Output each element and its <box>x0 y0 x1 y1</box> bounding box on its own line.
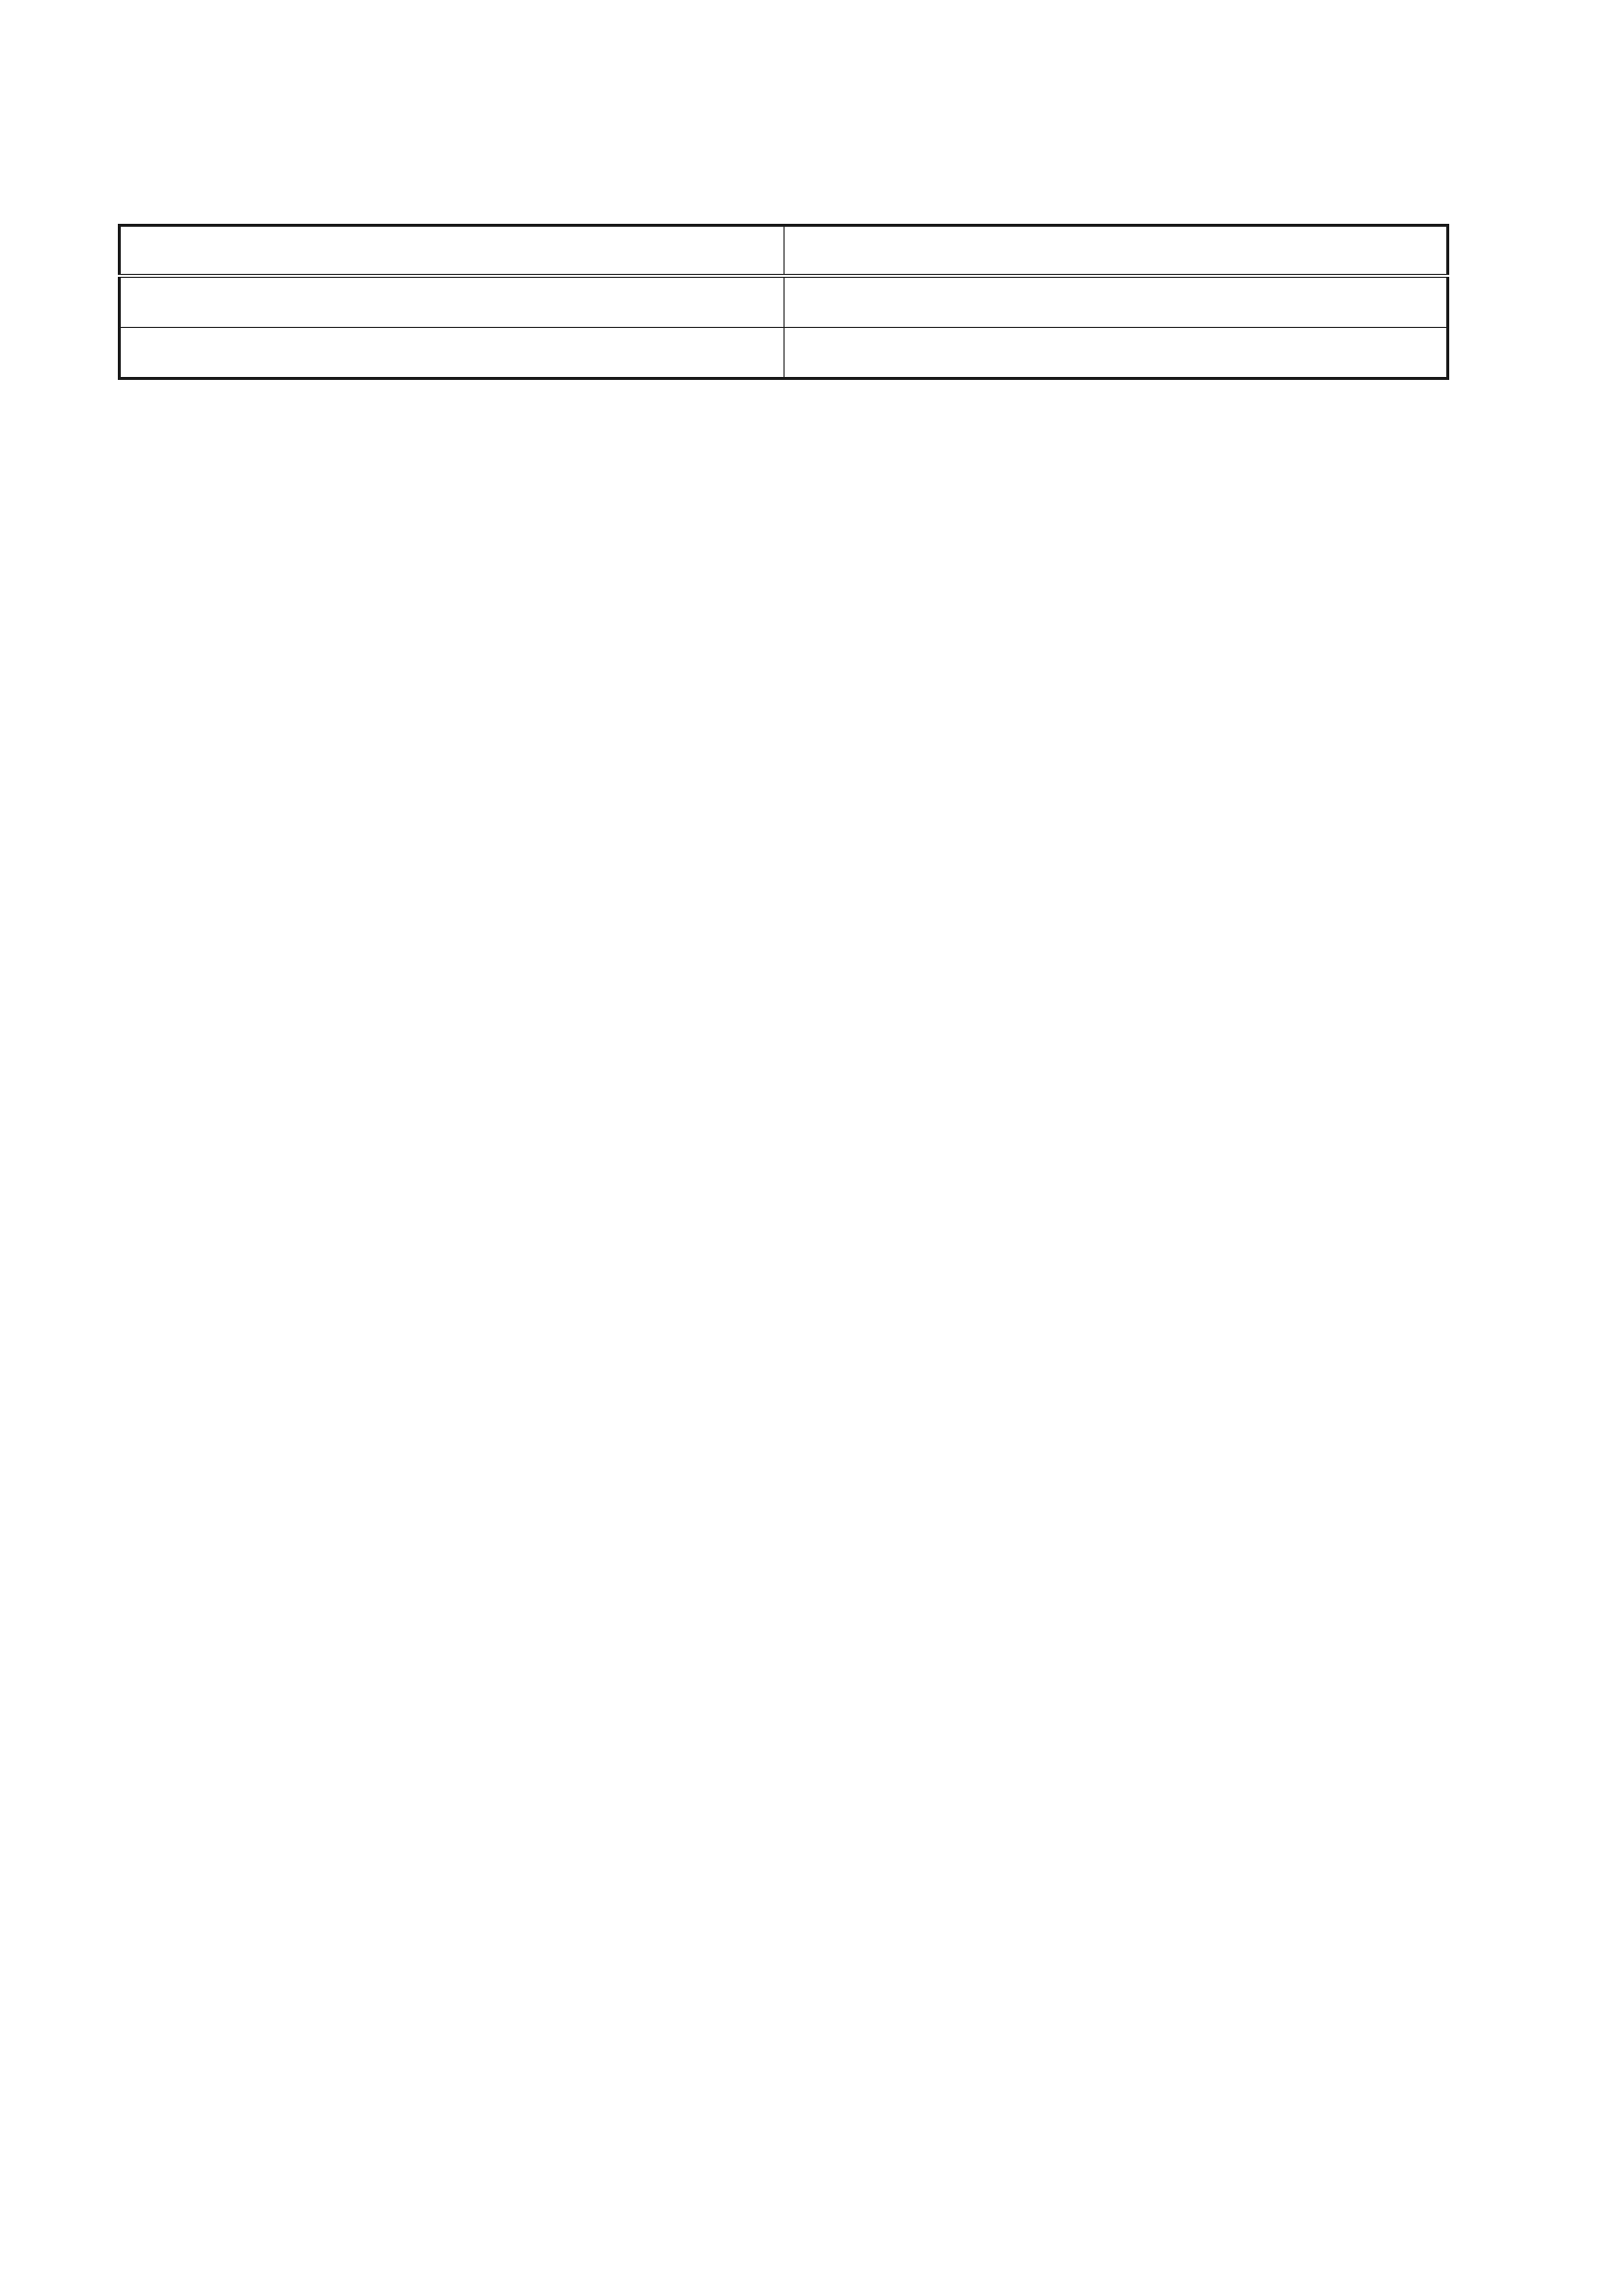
table-cell <box>120 328 785 379</box>
table-header-row <box>120 226 1448 277</box>
data-table <box>118 224 1449 380</box>
table-cell <box>784 328 1448 379</box>
table-row <box>120 276 1448 328</box>
table-header-cell <box>784 226 1448 277</box>
table-cell <box>784 276 1448 328</box>
table-header-cell <box>120 226 785 277</box>
table-cell <box>120 276 785 328</box>
table-row <box>120 328 1448 379</box>
page-body <box>118 224 1449 403</box>
